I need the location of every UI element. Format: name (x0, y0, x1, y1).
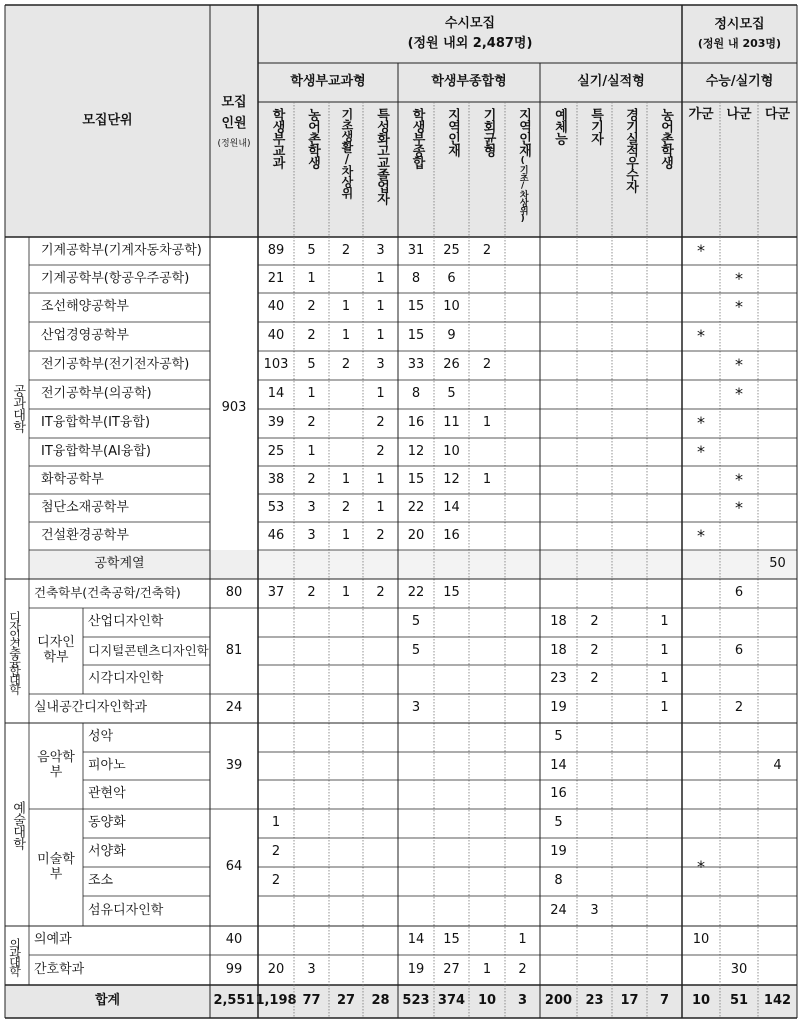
total-value: 374 (437, 993, 466, 1009)
table-cell: 10 (692, 932, 710, 948)
unit-name: 관현악 (88, 786, 126, 802)
unit-header: 모집단위 (82, 112, 133, 128)
column-header-label: 기초생활/차상위 (339, 108, 354, 198)
table-cell: 46 (267, 527, 285, 543)
unit-name: 건설환경공학부 (41, 527, 129, 543)
table-cell: 2 (271, 844, 281, 860)
table-cell: 14 (267, 386, 285, 402)
column-header (612, 102, 647, 237)
total-value: 523 (402, 993, 430, 1009)
column-header-sub: (기초/차상위) (517, 156, 528, 223)
total-value: 28 (371, 993, 390, 1009)
subgroup-label: 디자인학부 (37, 635, 75, 665)
column-header (469, 102, 505, 237)
table-cell: 3 (376, 357, 385, 373)
table-cell: 25 (267, 443, 285, 459)
college-label (5, 926, 23, 985)
table-cell: 18 (550, 614, 567, 630)
table-cell: 18 (550, 642, 567, 658)
unit-name: 전기공학부(의공학) (41, 386, 152, 402)
column-header (329, 102, 363, 237)
table-cell: 5 (447, 386, 456, 402)
quota-header (210, 5, 258, 237)
quota-value: 81 (225, 642, 243, 658)
table-cell: 21 (267, 270, 285, 286)
unit-name: IT융합학부(AI융합) (41, 443, 151, 459)
column-header-label: 기회균형 (480, 108, 496, 156)
unit-name: 디지털콘텐츠디자인학 (88, 642, 209, 658)
table-cell: 22 (407, 585, 425, 601)
quota-value: 24 (225, 700, 243, 716)
college-label-text: 예술대학 (10, 800, 26, 849)
table-cell: 15 (443, 585, 460, 601)
table-cell: 1 (660, 614, 669, 630)
table-cell: 14 (443, 499, 460, 515)
unit-name: 조소 (88, 873, 114, 889)
column-header (577, 102, 612, 237)
college-label (5, 579, 23, 723)
table-cell: 89 (267, 242, 285, 258)
table-cell: 11 (443, 415, 460, 431)
table-cell: 2 (376, 527, 385, 543)
table-cell: 2 (307, 328, 316, 344)
table-cell: 1 (376, 299, 385, 315)
column-header (540, 102, 577, 237)
table-cell: * (697, 326, 705, 345)
table-cell: 1 (341, 299, 351, 315)
college-label (5, 723, 29, 926)
column-header (294, 102, 329, 237)
table-cell: 1 (482, 961, 492, 977)
table-cell: 1 (307, 443, 316, 459)
table-cell: 20 (267, 961, 285, 977)
unit-name: IT융합학부(IT융합) (41, 415, 151, 431)
college-label-text: 디자인건축융합대학 (7, 610, 22, 692)
table-cell: 3 (411, 700, 421, 716)
table-cell: 1 (660, 700, 669, 716)
table-cell: 50 (769, 556, 786, 572)
table-cell: * (735, 355, 743, 374)
table-cell: 3 (307, 527, 316, 543)
table-cell: 2 (518, 961, 527, 977)
unit-name: 공학계열 (94, 556, 145, 572)
quota-value: 903 (221, 399, 247, 415)
table-cell: * (735, 269, 743, 288)
column-header (647, 102, 682, 237)
quota-value: 64 (225, 859, 243, 875)
table-cell: 3 (590, 902, 599, 918)
susi-header (258, 5, 682, 63)
table-cell: 8 (554, 873, 563, 889)
total-value: 23 (585, 993, 604, 1009)
table-cell: 1 (341, 527, 351, 543)
table-cell: 5 (307, 357, 316, 373)
table-cell: 5 (411, 614, 421, 630)
table-cell: 25 (443, 242, 460, 258)
table-cell: 1 (307, 386, 316, 402)
table-cell: * (735, 384, 743, 403)
table-cell: 38 (267, 471, 285, 487)
unit-name: 조선해양공학부 (41, 299, 129, 315)
merged-cell: 4 (773, 757, 782, 773)
college-label-text: 의과대학 (7, 937, 22, 974)
table-cell: 6 (734, 585, 744, 601)
table-cell: 3 (307, 499, 316, 515)
table-cell: 15 (407, 299, 425, 315)
table-cell: 20 (407, 527, 425, 543)
table-cell: * (735, 470, 743, 489)
column-header (758, 102, 797, 237)
table-cell: 2 (482, 242, 492, 258)
table-cell: 10 (443, 299, 460, 315)
merged-cell: * (697, 857, 705, 877)
column-header-label: 예체능 (551, 108, 567, 144)
table-cell: 1 (341, 328, 351, 344)
group-header: 학생부종합형 (431, 74, 507, 90)
unit-name: 첨단소재공학부 (41, 499, 129, 515)
unit-name: 시각디자인학 (88, 671, 164, 687)
quota-value: 80 (225, 585, 243, 601)
college-label-text: 공과대학 (10, 384, 26, 432)
subgroup-label: 미술학부 (37, 851, 75, 882)
table-cell: 2 (376, 443, 385, 459)
table-cell: 30 (730, 961, 748, 977)
table-cell: 1 (518, 932, 527, 948)
total-value: 142 (763, 993, 792, 1009)
table-cell: 2 (590, 671, 599, 687)
unit-name: 동양화 (88, 815, 126, 831)
table-cell: 2 (271, 873, 281, 889)
table-cell: 40 (267, 299, 285, 315)
table-cell: 6 (447, 270, 456, 286)
column-header-label: 가군 (688, 107, 714, 122)
table-cell: 3 (376, 242, 385, 258)
subgroup-label: 음악학부 (37, 750, 75, 780)
table-cell: 1 (341, 585, 351, 601)
column-header (505, 102, 540, 237)
table-cell: 14 (550, 757, 567, 773)
table-cell: 5 (554, 815, 563, 831)
unit-name: 기계공학부(항공우주공학) (41, 270, 190, 286)
jeongsi-header (682, 5, 797, 63)
table-cell: 2 (307, 299, 316, 315)
total-label: 합계 (94, 993, 121, 1009)
table-cell: * (697, 413, 705, 432)
table-cell: 8 (411, 270, 421, 286)
table-cell: 2 (376, 415, 385, 431)
table-cell: 26 (443, 357, 460, 373)
column-header-label: 나군 (726, 107, 752, 122)
column-header-label: 지역인재 (515, 108, 531, 156)
group-header: 학생부교과형 (290, 74, 366, 90)
unit-name: 서양화 (88, 844, 126, 860)
table-cell: 53 (267, 499, 285, 515)
column-header-label: 다군 (764, 107, 791, 122)
table-cell: 1 (482, 471, 492, 487)
table-cell: 5 (554, 729, 563, 745)
quota-header-label: 모집 인원 (221, 95, 247, 131)
table-cell: 1 (376, 328, 385, 344)
table-cell: * (697, 442, 705, 461)
column-header (434, 102, 469, 237)
table-cell: 1 (307, 270, 316, 286)
table-cell: 31 (407, 242, 425, 258)
table-cell: 14 (407, 932, 425, 948)
unit-name: 실내공간디자인학과 (34, 700, 148, 716)
unit-name: 간호학과 (34, 961, 85, 977)
column-header-label: 농어촌학생 (304, 108, 320, 168)
total-value: 200 (544, 993, 573, 1009)
unit-name: 산업경영공학부 (41, 328, 129, 344)
table-cell: 2 (376, 585, 385, 601)
table-cell: 2 (590, 642, 599, 658)
table-cell: 16 (550, 786, 567, 802)
table-cell: 2 (307, 415, 316, 431)
column-header-label: 지역인재 (444, 108, 460, 156)
total-value: 77 (302, 993, 321, 1009)
table-cell: 1 (660, 642, 669, 658)
total-value: 10 (691, 993, 711, 1009)
table-cell: 15 (443, 932, 460, 948)
total-value: 7 (659, 993, 670, 1009)
table-cell: 23 (550, 671, 567, 687)
table-cell: * (697, 526, 705, 545)
quota-header-sub: (정원내) (217, 138, 251, 149)
table-cell: 1 (376, 499, 385, 515)
jeongsi-title: 정시모집 (714, 16, 765, 32)
table-cell: 12 (443, 471, 460, 487)
table-cell: 2 (341, 357, 351, 373)
column-header-label: 학생부교과 (269, 108, 285, 168)
unit-name: 기계공학부(기계자동차공학) (41, 242, 202, 258)
total-value: 51 (729, 993, 749, 1009)
table-cell: 5 (307, 242, 316, 258)
table-cell: 2 (307, 585, 316, 601)
total-value: 10 (477, 993, 497, 1009)
column-header (258, 102, 294, 237)
table-cell: 1 (376, 471, 385, 487)
table-cell: 40 (267, 328, 285, 344)
susi-quota-note: (정원 내외 2,487명) (407, 35, 533, 51)
quota-value: 39 (225, 757, 243, 773)
table-cell: 19 (550, 700, 567, 716)
table-cell: 37 (267, 585, 285, 601)
jeongsi-quota-note: (정원 내 203명) (697, 36, 782, 50)
college-label (5, 237, 29, 579)
table-cell: * (697, 241, 705, 260)
table-cell: 2 (307, 471, 316, 487)
total-value: 17 (620, 993, 639, 1009)
table-cell: 1 (376, 270, 385, 286)
table-cell: 1 (482, 415, 492, 431)
column-header-label: 학생부종합 (409, 108, 425, 168)
unit-name: 성악 (88, 729, 114, 745)
susi-title: 수시모집 (444, 15, 496, 31)
table-cell: 1 (271, 815, 281, 831)
table-cell: 16 (443, 527, 460, 543)
table-cell: 103 (263, 357, 289, 373)
table-cell: * (735, 297, 743, 316)
column-header (720, 102, 758, 237)
table-cell: 33 (407, 357, 425, 373)
table-cell: 5 (411, 642, 421, 658)
group-header: 수능/실기형 (705, 74, 774, 90)
table-cell: 1 (660, 671, 669, 687)
total-value: 27 (336, 993, 356, 1009)
table-cell: 15 (407, 328, 425, 344)
table-cell: 10 (443, 443, 460, 459)
unit-name: 전기공학부(전기전자공학) (41, 357, 190, 373)
total-value: 2,551 (213, 993, 255, 1009)
column-header (682, 102, 720, 237)
column-header (398, 102, 434, 237)
table-cell: 9 (447, 328, 456, 344)
column-header-label: 특기자 (587, 108, 603, 144)
column-header-label: 특성화고교졸업자 (373, 108, 389, 204)
table-cell: 2 (341, 499, 351, 515)
table-cell: 22 (407, 499, 425, 515)
table-cell: 3 (307, 961, 316, 977)
total-value: 3 (517, 993, 528, 1009)
column-header-label: 경기실적우수자 (622, 108, 638, 192)
table-cell: 27 (443, 961, 460, 977)
column-header-label: 농어촌학생 (657, 108, 673, 168)
table-cell: 24 (550, 902, 567, 918)
table-cell: 2 (482, 357, 492, 373)
table-cell: 2 (590, 614, 599, 630)
table-cell: 2 (341, 242, 351, 258)
unit-name: 산업디자인학 (88, 614, 164, 630)
table-cell: 19 (407, 961, 425, 977)
table-cell: 8 (411, 386, 421, 402)
table-cell: 39 (267, 415, 285, 431)
unit-name: 피아노 (88, 757, 126, 773)
engineering-track-row-background (258, 550, 797, 579)
quota-value: 99 (225, 961, 243, 977)
table-cell: 16 (407, 415, 425, 431)
table-cell: 19 (550, 844, 567, 860)
table-cell: 15 (407, 471, 425, 487)
unit-name: 섬유디자인학 (88, 902, 164, 918)
table-cell: 12 (407, 443, 425, 459)
unit-name: 건축학부(건축공학/건축학) (34, 585, 181, 601)
column-header (363, 102, 398, 237)
table-cell: 2 (734, 700, 744, 716)
unit-name: 화학공학부 (41, 471, 104, 487)
table-cell: * (735, 498, 743, 517)
total-value: 1,198 (255, 993, 297, 1009)
quota-value: 40 (225, 932, 243, 948)
merged-cell: 6 (734, 642, 744, 658)
table-cell: 1 (376, 386, 385, 402)
unit-name: 의예과 (34, 932, 72, 948)
group-header: 실기/실적형 (577, 74, 645, 90)
table-cell: 1 (341, 471, 351, 487)
